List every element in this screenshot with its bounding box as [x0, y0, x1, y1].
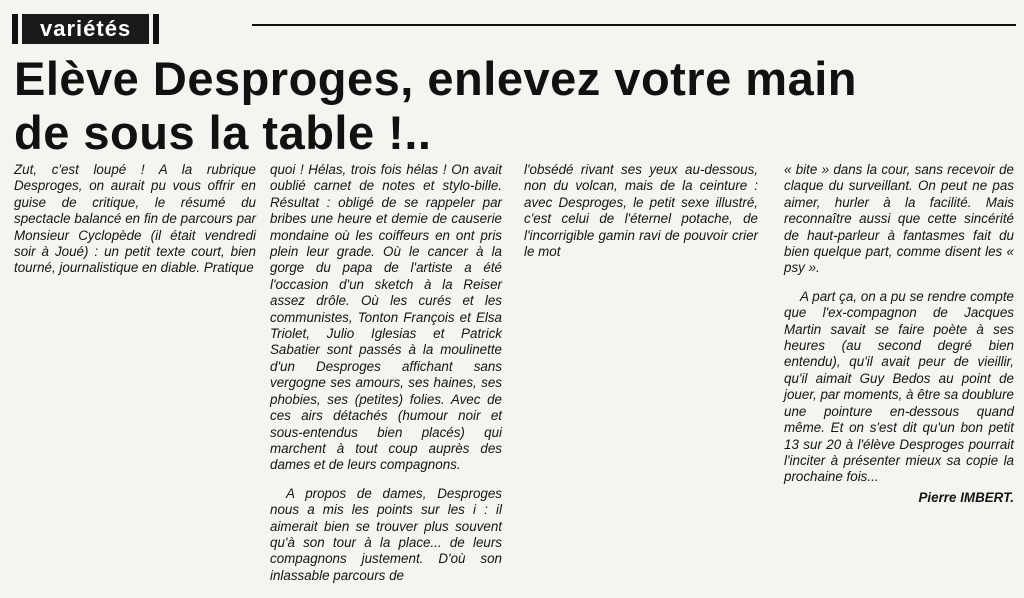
article-column-1 — [14, 162, 256, 277]
rubric-rule — [252, 24, 1016, 26]
headline-line-2: de sous la table !.. — [14, 106, 432, 159]
rubric-label: variétés — [22, 14, 149, 44]
column-4-paragraph-2: A part ça, on a pu se rendre compte que l'ex-compagnon de Jacques Martin savait se faire poète à ses heures (au second degré bien entendu), qu'il avait peur de vieillir, qu'il aimait Guy Bedos au point de jouer, par moments, à être sa doublure une pointure en-dessous quand même. Et on s'est dit qu'un bon petit 13 sur 20 à l'élève Desproges pourrait l'inciter à présenter mieux sa copie la prochaine fois... — [784, 288, 1015, 485]
column-3-paragraph-1: l'obsédé rivant ses yeux au-dessous, non du volcan, mais de la ceinture : avec Desproges, le petit sexe illustré, c'est celui de l'éternel potache, de l'incorrigible gamin ravi de pouvoir crier le mot — [524, 162, 758, 260]
article-column-2 — [270, 162, 502, 584]
article-headline — [14, 52, 1014, 160]
column-2-paragraph-2: A propos de dames, Desproges nous a mis les points sur les i : il aimerait bien se trouver plus souvent qu'à son tour à la place... de leurs compagnons justement. D'où son inlassable parcours de — [270, 485, 502, 583]
rubric-right-bar — [153, 14, 159, 44]
article-column-3 — [524, 162, 758, 260]
column-1-paragraph-1: Zut, c'est loupé ! A la rubrique Desproges, on aurait pu vous offrir en guise de critique, le résumé du spectacle balancé en fin de parcours par Monsieur Cyclopède (il était vendredi soir à Joué) : un petit texte court, bien tourné, journalistique en diable. Pratique — [14, 162, 256, 276]
column-2-paragraph-1: quoi ! Hélas, trois fois hélas ! On avait oublié carnet de notes et stylo-bille. Résultat : obligé de se rappeler par bribes une heure et demie de causerie mondaine où les coiffeurs en ont pris plein leur grade. Où le cancer à la gorge du papa de l'artiste a été l'occasion d'un sketch à la Reiser assez drôle. Où les curés et les communistes, Tonton François et Elsa Triolet, Julio Iglesias et Patrick Sabatier sont passés à la moulinette d'un Desproges affichant sans vergogne ses amours, ses haines, ses phobies, ses (petites) folies. Avec de ces airs détachés (humour noir et sous-entendus bien placés) qui marchent à tout coup auprès des dames et de leurs compagnons. — [270, 162, 502, 473]
author-signature: Pierre IMBERT. — [918, 489, 1014, 505]
rubric-left-bar — [12, 14, 18, 44]
column-4-paragraph-1: « bite » dans la cour, sans recevoir de claque du surveillant. On peut ne pas aimer, hurler à la facilité. Mais reconnaître aussi que cette sincérité de haut-parleur à fantasmes fait du bien quelque part, comme disent les « psy ». — [784, 162, 1014, 276]
rubric-header — [12, 14, 159, 44]
article-column-4 — [784, 162, 1014, 506]
headline-line-1: Elève Desproges, enlevez votre main — [14, 52, 857, 105]
